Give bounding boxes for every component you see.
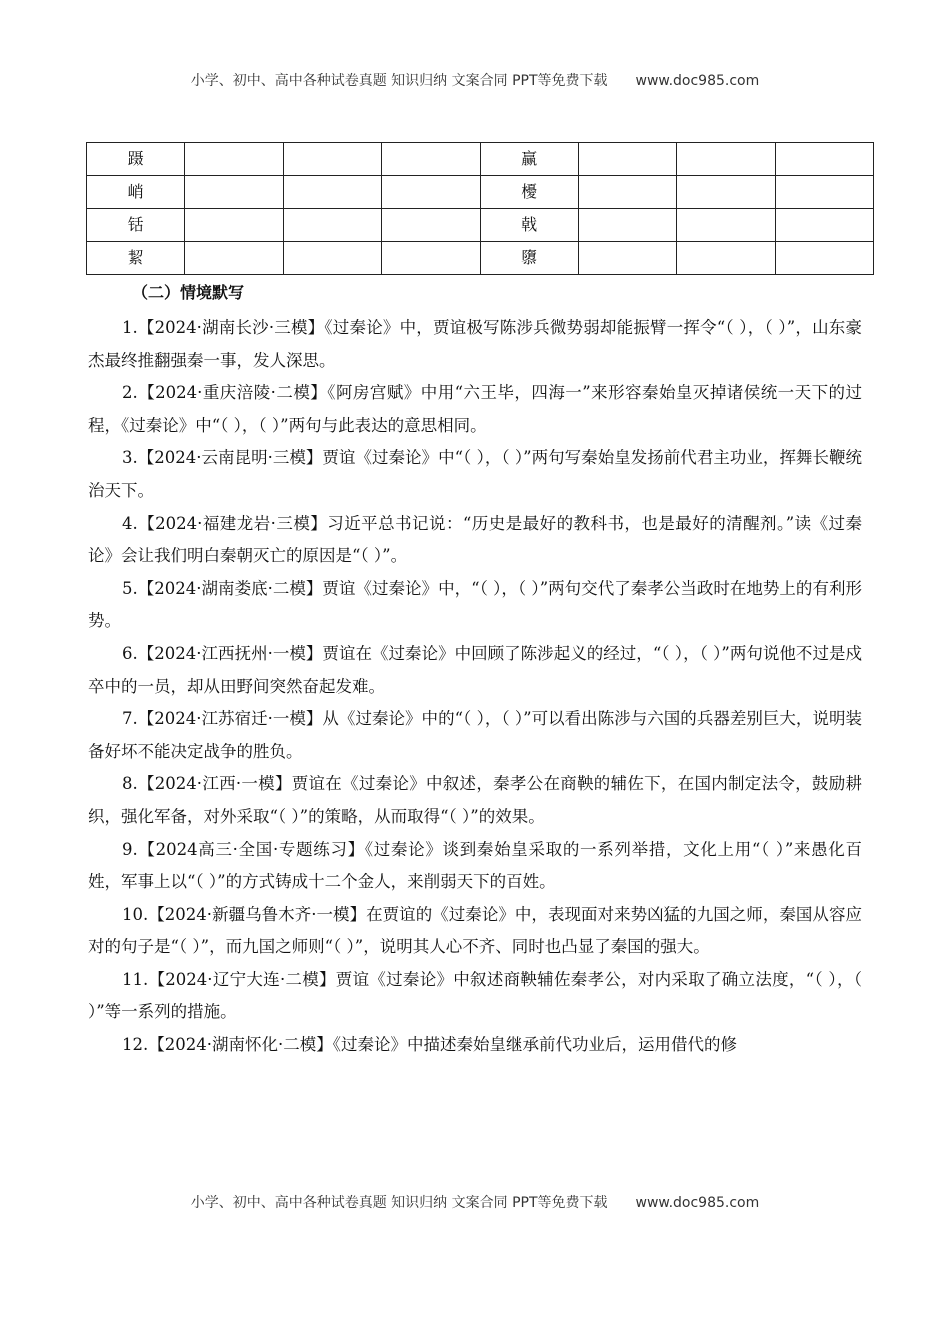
answer-cell (283, 176, 381, 209)
question-item: 6.【2024·江西抚州·一模】贾谊在《过秦论》中回顾了陈涉起义的经过，“（ ），（ ）”两句说他不过是戍卒中的一员，却从田野间突然奋起发难。 (88, 643, 862, 696)
question-list (88, 312, 862, 1062)
answer-cell (382, 209, 480, 242)
header-text: 小学、初中、高中各种试卷真题 知识归纳 文案合同 PPT等免费下载 (190, 73, 608, 89)
vocab-char: 隳 (480, 242, 578, 275)
answer-cell (382, 242, 480, 275)
vocab-char: 蹑 (87, 143, 185, 176)
vocab-char: 櫌 (480, 176, 578, 209)
question-item: 5.【2024·湖南娄底·二模】贾谊《过秦论》中，“（ ），（ ）”两句交代了秦孝公当政时在地势上的有利形势。 (88, 578, 862, 631)
answer-cell (185, 209, 283, 242)
footer-site-link[interactable]: www.doc985.com (635, 1195, 760, 1211)
vocab-char: 赢 (480, 143, 578, 176)
question-item: 1.【2024·湖南长沙·三模】《过秦论》中，贾谊极写陈涉兵微势弱却能振臂一挥令“（ ），（ ）”，山东豪杰最终推翻强秦一事，发人深思。 (88, 318, 862, 370)
question-item: 7.【2024·江苏宿迁·一模】从《过秦论》中的“（ ），（ ）”可以看出陈涉与六国的兵器差别巨大，说明装备好坏不能决定战争的胜负。 (88, 709, 862, 761)
answer-cell (677, 176, 775, 209)
vocab-char: 戟 (480, 209, 578, 242)
vocab-table (86, 142, 874, 275)
question-item: 11.【2024·辽宁大连·二模】贾谊《过秦论》中叙述商鞅辅佐秦孝公，对内采取了确立法度，“（ ），（ ）”等一系列的措施。 (88, 969, 862, 1022)
answer-cell (677, 242, 775, 275)
header-site-link[interactable]: www.doc985.com (635, 73, 760, 89)
table-row (87, 176, 874, 209)
answer-cell (283, 209, 381, 242)
answer-cell (283, 242, 381, 275)
table-row (87, 242, 874, 275)
answer-cell (578, 242, 676, 275)
question-item: 12.【2024·湖南怀化·二模】《过秦论》中描述秦始皇继承前代功业后，运用借代的修 (122, 1035, 737, 1055)
section-title: （二）情境默写 (132, 283, 245, 302)
answer-cell (775, 143, 873, 176)
answer-cell (677, 209, 775, 242)
answer-cell (677, 143, 775, 176)
answer-cell (775, 209, 873, 242)
question-item: 9.【2024高三·全国·专题练习】《过秦论》谈到秦始皇采取的一系列举措，文化上用“（ ）”来愚化百姓，军事上以“（ ）”的方式铸成十二个金人，来削弱天下的百姓。 (88, 839, 862, 892)
table-row (87, 209, 874, 242)
page-footer (0, 1192, 950, 1212)
vocab-char: 铦 (87, 209, 185, 242)
answer-cell (775, 176, 873, 209)
vocab-char: 絜 (87, 242, 185, 275)
question-item: 10.【2024·新疆乌鲁木齐·一模】在贾谊的《过秦论》中，表现面对来势凶猛的九国之师，秦国从容应对的句子是“（ ）”，而九国之师则“（ ）”，说明其人心不齐、同时也凸显了秦国的强大。 (88, 904, 862, 957)
question-item: 8.【2024·江西·一模】贾谊在《过秦论》中叙述，秦孝公在商鞅的辅佐下，在国内制定法令，鼓励耕织，强化军备，对外采取“（ ）”的策略，从而取得“（ ）”的效果。 (88, 774, 862, 826)
answer-cell (578, 176, 676, 209)
answer-cell (578, 143, 676, 176)
table-row (87, 143, 874, 176)
answer-cell (382, 143, 480, 176)
footer-text: 小学、初中、高中各种试卷真题 知识归纳 文案合同 PPT等免费下载 (190, 1195, 608, 1211)
answer-cell (382, 176, 480, 209)
answer-cell (185, 176, 283, 209)
answer-cell (283, 143, 381, 176)
answer-cell (185, 242, 283, 275)
page-header (0, 70, 950, 90)
answer-cell (185, 143, 283, 176)
question-item: 3.【2024·云南昆明·三模】贾谊《过秦论》中“（ ），（ ）”两句写秦始皇发扬前代君主功业，挥舞长鞭统治天下。 (88, 448, 862, 500)
answer-cell (578, 209, 676, 242)
question-item: 4.【2024·福建龙岩·三模】习近平总书记说：“历史是最好的教科书，也是最好的清醒剂。”读《过秦论》会让我们明白秦朝灭亡的原因是“（ ）”。 (88, 513, 862, 566)
answer-cell (775, 242, 873, 275)
question-item: 2.【2024·重庆涪陵·二模】《阿房宫赋》中用“六王毕，四海一”来形容秦始皇灭掉诸侯统一天下的过程，《过秦论》中“（ ），（ ）”两句与此表达的意思相同。 (88, 383, 862, 435)
vocab-char: 峭 (87, 176, 185, 209)
